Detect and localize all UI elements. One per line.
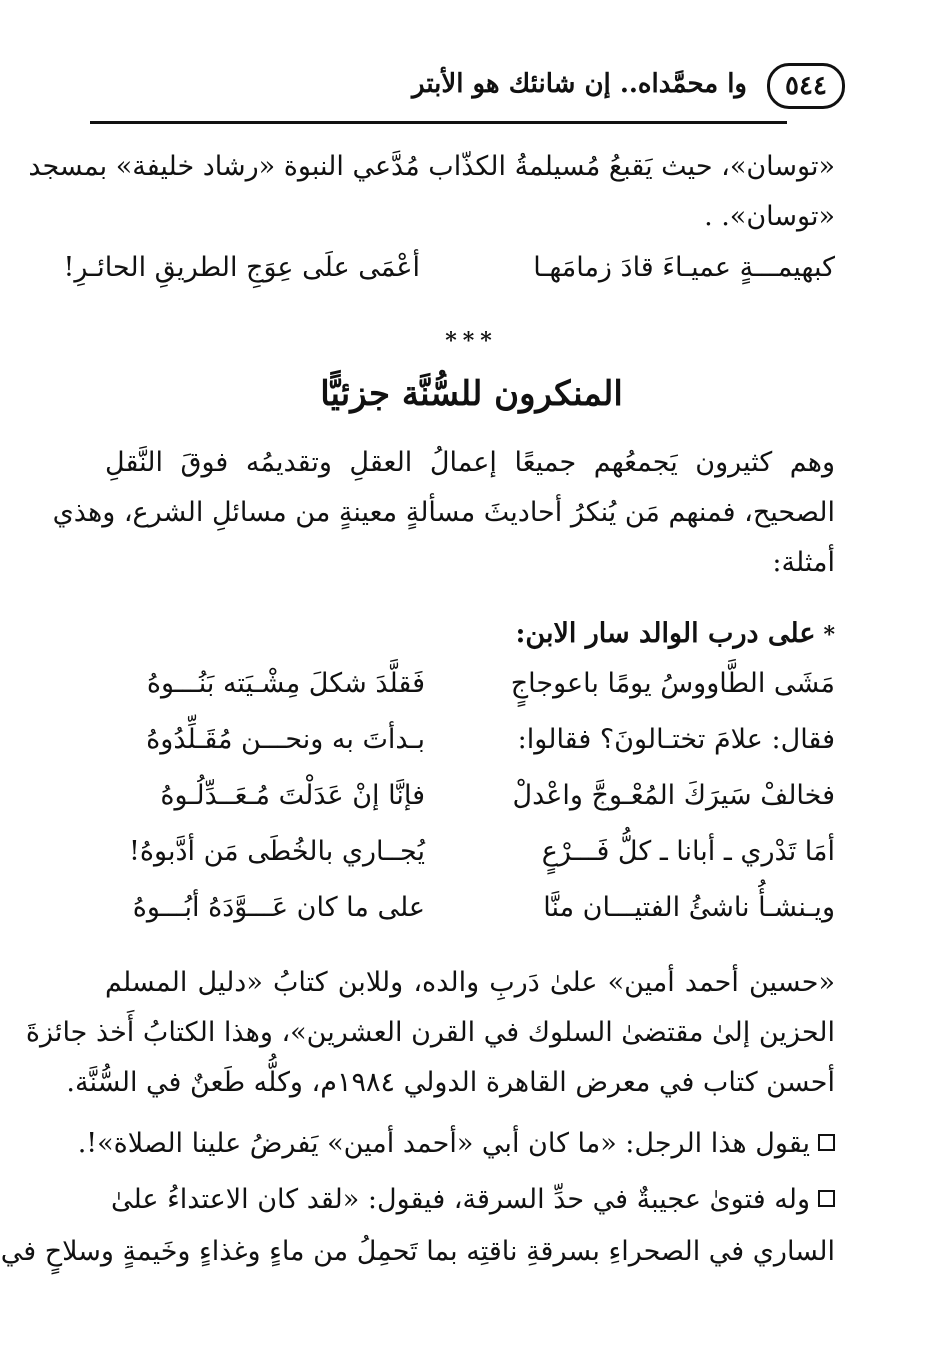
asterisk-bullet-icon: * bbox=[823, 622, 835, 648]
poem-verse bbox=[105, 892, 835, 942]
paragraph-1 bbox=[52, 438, 835, 588]
poem-second-hemistich: بـدأتَ به ونحـــن مُقَـلِّدُوهُ bbox=[146, 724, 425, 755]
page-header bbox=[90, 55, 845, 127]
example-heading bbox=[515, 618, 835, 649]
poem-first-hemistich: مَشَى الطَّاووسُ يومًا باعوجاجٍ bbox=[510, 668, 835, 699]
poem-first-hemistich: فقال: علامَ تختـالونَ؟ فقالوا: bbox=[517, 724, 835, 755]
poem-verse bbox=[105, 780, 835, 830]
paragraph-line: أحسن كتاب في معرض القاهرة الدولي ١٩٨٤م، وكلُّه طَعنٌ في السُّنَّة. bbox=[66, 1067, 835, 1098]
square-bullet-icon bbox=[818, 1134, 835, 1151]
paragraph-line: أمثلة: bbox=[772, 547, 835, 578]
section-heading: المنكرون للسُّنَّة جزئيًّا bbox=[320, 374, 623, 414]
running-title: وا محمَّداه.. إن شانئك هو الأبتر bbox=[411, 69, 747, 99]
paragraph-2 bbox=[25, 958, 835, 1108]
poem-second-hemistich: يُجــاري بالخُطَى مَن أدَّبوهُ! bbox=[129, 836, 425, 867]
page-number: ٥٤٤ bbox=[767, 63, 845, 109]
example-heading-text: على درب الوالد سار الابن: bbox=[515, 618, 816, 649]
poem-second-hemistich: على ما كان عَـــوَّدَهُ أبُـــوهُ bbox=[132, 892, 425, 923]
section-separator: *** bbox=[445, 328, 498, 354]
poem-second-hemistich: فَقلَّدَ شكلَ مِشْـيَته بَنُـــوهُ bbox=[146, 668, 425, 699]
paragraph-line: وهم كثيرون يَجمعُهم جميعًا إعمالُ العقلِ وتقديمُه فوقَ النَّقلِ bbox=[105, 447, 835, 478]
poem-verse bbox=[105, 668, 835, 718]
intro-line: «توسان». . bbox=[704, 201, 835, 232]
poem-verse bbox=[105, 724, 835, 774]
header-rule bbox=[90, 121, 787, 124]
paragraph-line: «حسين أحمد أمين» علىٰ دَربِ والده، وللابن كتابُ «دليل المسلم bbox=[105, 967, 835, 998]
poem-first-hemistich: أمَا تَدْري ـ أبانا ـ كلُّ فَـــرْعٍ bbox=[541, 836, 835, 867]
list-item bbox=[105, 1184, 835, 1215]
verse-second-hemistich: أعْمَى علَى عِوَجِ الطريقِ الحائـرِ! bbox=[63, 252, 420, 283]
verse-first-hemistich: كبهيمـــةٍ عميـاءَ قادَ زمامَهـا bbox=[533, 252, 835, 283]
paragraph-line: الصحيح، فمنهم مَن يُنكرُ أحاديثَ مسألةٍ معينةٍ من مسائلِ الشرع، وهذي bbox=[52, 497, 835, 528]
poem-second-hemistich: فإنَّا إنْ عَدَلْتَ مُـعَــدِّلُـوهُ bbox=[160, 780, 425, 811]
list-item-text: الساري في الصحراءِ بسرقةِ ناقتِه بما تَحمِلُ من ماءٍ وغذاءٍ وخَيمةٍ وسلاحٍ في bbox=[0, 1236, 835, 1267]
intro-line: «توسان»، حيث يَقبعُ مُسيلمةُ الكذّاب مُدَّعي النبوة «رشاد خليفة» بمسجد bbox=[28, 151, 835, 182]
list-item-text: وله فتوىٰ عجيبةٌ في حدِّ السرقة، فيقول: «لقد كان الاعتداءُ علىٰ bbox=[110, 1184, 810, 1215]
square-bullet-icon bbox=[818, 1190, 835, 1207]
intro-paragraph bbox=[28, 142, 835, 242]
poem-first-hemistich: ويـنشـأُ ناشئُ الفتيـــان منَّا bbox=[543, 892, 835, 923]
list-item-continuation bbox=[0, 1236, 835, 1267]
list-item bbox=[77, 1128, 835, 1159]
poem-verse bbox=[105, 836, 835, 886]
list-item-text: يقول هذا الرجل: «ما كان أبي «أحمد أمين» يَفرضُ علينا الصلاة»!. bbox=[77, 1128, 810, 1159]
paragraph-line: الحزين إلىٰ مقتضىٰ السلوك في القرن العشرين»، وهذا الكتابُ أَخذ جائزةَ bbox=[25, 1017, 835, 1048]
verse-couplet bbox=[63, 252, 835, 302]
poem-first-hemistich: فخالفْ سَيرَكَ المُعْـوجَّ واعْدلْ bbox=[512, 780, 835, 811]
